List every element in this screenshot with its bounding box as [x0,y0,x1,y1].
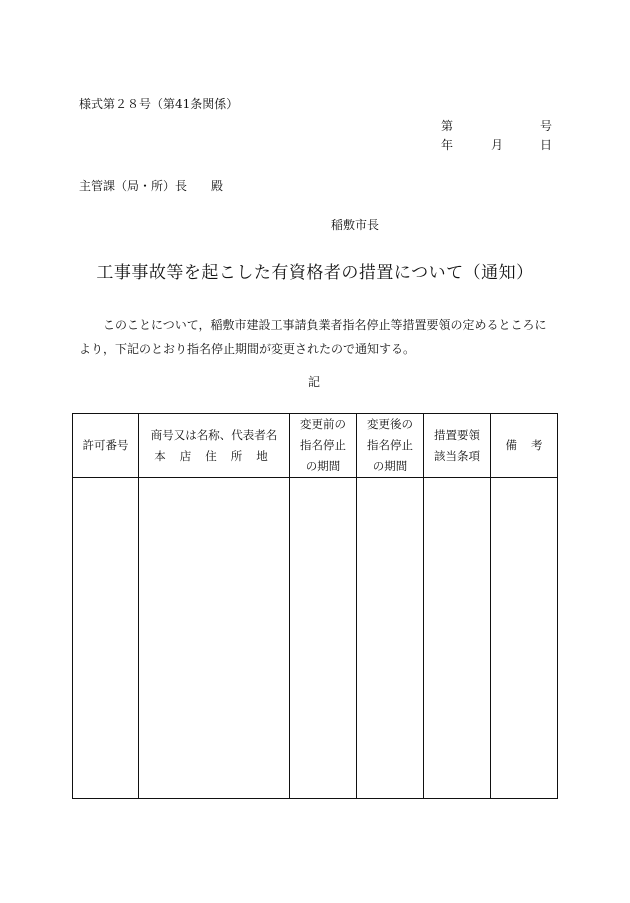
doc-number-suffix: 号 [540,119,553,133]
table-row [73,478,558,799]
ki-heading: 記 [308,375,321,389]
date-month: 月 [491,138,504,152]
cell-after-period [357,478,424,799]
cell-before-period [290,478,357,799]
header-after-line2: 指名停止 [367,438,413,452]
document-title: 工事事故等を起こした有資格者の措置について（通知） [96,263,534,283]
header-before-line1: 変更前の [300,417,346,431]
header-remarks [491,414,558,478]
cell-name-address [139,478,290,799]
table-header-row [73,414,558,478]
sender: 稲敷市長 [331,218,380,232]
header-clause-line2: 該当条項 [434,448,480,463]
date-day: 日 [540,138,553,152]
header-before-period [290,414,357,478]
cell-permit-number [73,478,139,799]
header-permit-number-text: 許可番号 [82,438,129,452]
header-permit-number [73,414,139,478]
header-before-line3: の期間 [305,459,341,473]
header-after-line1: 変更後の [367,417,413,431]
form-number: 様式第２８号（第41条関係） [79,97,239,111]
measures-table [72,413,558,799]
cell-clause [424,478,491,799]
header-before-line2: 指名停止 [300,438,346,452]
header-name-line1: 商号又は名称、代表者名 [150,427,278,442]
header-name-address [139,414,290,478]
body-line-1: このことについて，稲敷市建設工事請負業者指名停止等措置要領の定めるところに [103,318,547,332]
header-remarks-text: 備考 [505,438,557,452]
addressee: 主管課（局・所）長 殿 [79,179,224,193]
header-clause-line1: 措置要領 [434,427,480,442]
header-clause [424,414,491,478]
header-name-line2: 本店住所地 [154,448,282,463]
cell-remarks [491,478,558,799]
doc-number-prefix: 第 [441,119,454,133]
header-after-line3: の期間 [372,459,408,473]
body-line-2: より，下記のとおり指名停止期間が変更されたので通知する。 [79,342,416,356]
header-after-period [357,414,424,478]
date-year: 年 [441,138,454,152]
